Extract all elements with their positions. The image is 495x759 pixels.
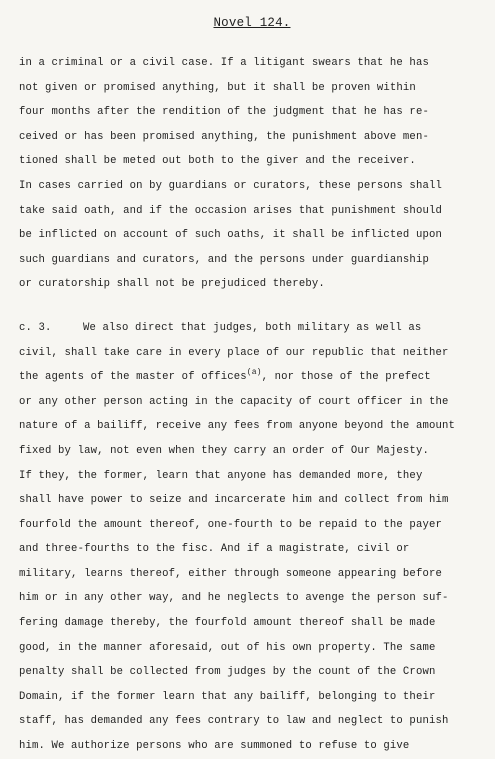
text-line	[19, 316, 485, 341]
section-label: c. 3.	[19, 321, 52, 334]
text-line: nature of a bailiff, receive any fees from anyone beyond the amount	[19, 420, 455, 433]
text-line: tioned shall be meted out both to the giver and the receiver.	[19, 155, 416, 168]
text-line: or any other person acting in the capacity of court officer in the	[19, 395, 449, 408]
text-line: If they, the former, learn that anyone has demanded more, they	[19, 469, 423, 482]
text-line: Domain, if the former learn that any bailiff, belonging to their	[19, 690, 436, 703]
text-line: ceived or has been promised anything, the punishment above men-	[19, 130, 429, 143]
text-line: and three-fourths to the fisc. And if a magistrate, civil or	[19, 543, 410, 556]
paragraph-2	[19, 316, 485, 759]
text-line: not given or promised anything, but it shall be proven within	[19, 81, 416, 94]
text-line: shall have power to seize and incarcerate him and collect from him	[19, 494, 449, 507]
text-line: four months after the rendition of the judgment that he has re-	[19, 106, 429, 119]
text-line: in a criminal or a civil case. If a litigant swears that he has	[19, 57, 429, 69]
paragraph-1	[19, 51, 485, 297]
text-line: military, learns thereof, either through someone appearing before	[19, 567, 442, 580]
footnote-marker: (a)	[246, 368, 262, 378]
text-line: him or in any other way, and he neglects to avenge the person suf-	[19, 592, 449, 605]
text-line: In cases carried on by guardians or curators, these persons shall	[19, 179, 442, 192]
text-line: take said oath, and if the occasion arises that punishment should	[19, 204, 442, 217]
paragraph-gap	[19, 297, 485, 316]
text-line: fixed by law, not even when they carry an order of Our Majesty.	[19, 444, 429, 457]
text-line	[19, 365, 485, 390]
text-line: be inflicted on account of such oaths, it shall be inflicted upon	[19, 229, 442, 242]
text-line: good, in the manner aforesaid, out of his own property. The same	[19, 641, 436, 654]
text-line: fering damage thereby, the fourfold amount thereof shall be made	[19, 617, 436, 630]
text-line: such guardians and curators, and the persons under guardianship	[19, 253, 429, 266]
page-title: Novel 124.	[213, 16, 291, 30]
text-line: fourfold the amount thereof, one-fourth to be repaid to the payer	[19, 518, 442, 531]
text-line: penalty shall be collected from judges by the count of the Crown	[19, 666, 436, 679]
text-line: civil, shall take care in every place of our republic that neither	[19, 346, 449, 359]
text-line: or curatorship shall not be prejudiced thereby.	[19, 278, 325, 291]
text-line: him. We authorize persons who are summoned to refuse to give	[19, 740, 410, 753]
text-span: We also direct that judges, both military as well as	[83, 321, 422, 334]
text-line: staff, has demanded any fees contrary to law and neglect to punish	[19, 715, 449, 728]
text-span: the agents of the master of offices	[19, 371, 247, 384]
text-span: , nor those of the prefect	[261, 371, 431, 384]
